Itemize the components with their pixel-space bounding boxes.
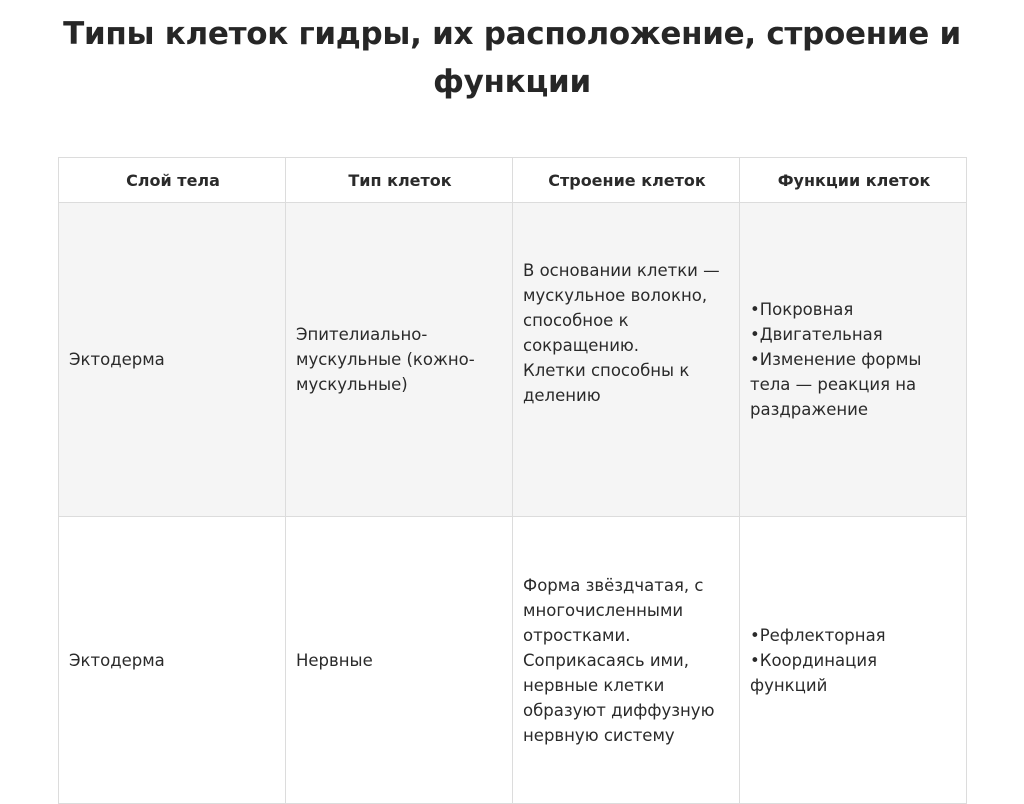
table-row — [59, 203, 967, 517]
cell-types-table — [58, 157, 967, 804]
cell-structure — [513, 517, 740, 804]
cell-functions — [740, 203, 967, 517]
page-title-line-1: Типы клеток гидры, их расположение, строение и — [63, 16, 961, 52]
header-layer: Слой тела — [59, 158, 286, 203]
function-item: •Покровная — [750, 300, 854, 319]
cell-layer: Эктодерма — [59, 203, 286, 517]
header-functions: Функции клеток — [740, 158, 967, 203]
page-title-line-2: функции — [433, 64, 591, 100]
function-item: •Изменение формы тела — реакция на раздражение — [750, 350, 922, 419]
table-row — [59, 517, 967, 804]
header-cell-type: Тип клеток — [286, 158, 513, 203]
header-structure: Строение клеток — [513, 158, 740, 203]
structure-paragraph: Соприкасаясь ими, нервные клетки образуют диффузную нервную систему — [523, 650, 715, 745]
structure-paragraph: Форма звёздчатая, с многочисленными отростками. — [523, 575, 704, 645]
function-item: •Рефлекторная — [750, 625, 886, 645]
cell-structure — [513, 203, 740, 517]
page-title — [40, 10, 984, 106]
structure-paragraph: Клетки способны к делению — [523, 361, 690, 405]
function-item: •Координация функций — [750, 650, 878, 695]
cell-type: Нервные — [286, 517, 513, 804]
structure-paragraph: В основании клетки — мускульное волокно, способное к сокращению. — [523, 261, 720, 355]
table-header-row — [59, 158, 967, 203]
cell-type-text: Эпителиально-мускульные (кожно-мускульные) — [296, 325, 475, 394]
cell-layer: Эктодерма — [59, 517, 286, 804]
cell-type — [286, 203, 513, 517]
cell-functions — [740, 517, 967, 804]
function-item: •Двигательная — [750, 325, 883, 344]
